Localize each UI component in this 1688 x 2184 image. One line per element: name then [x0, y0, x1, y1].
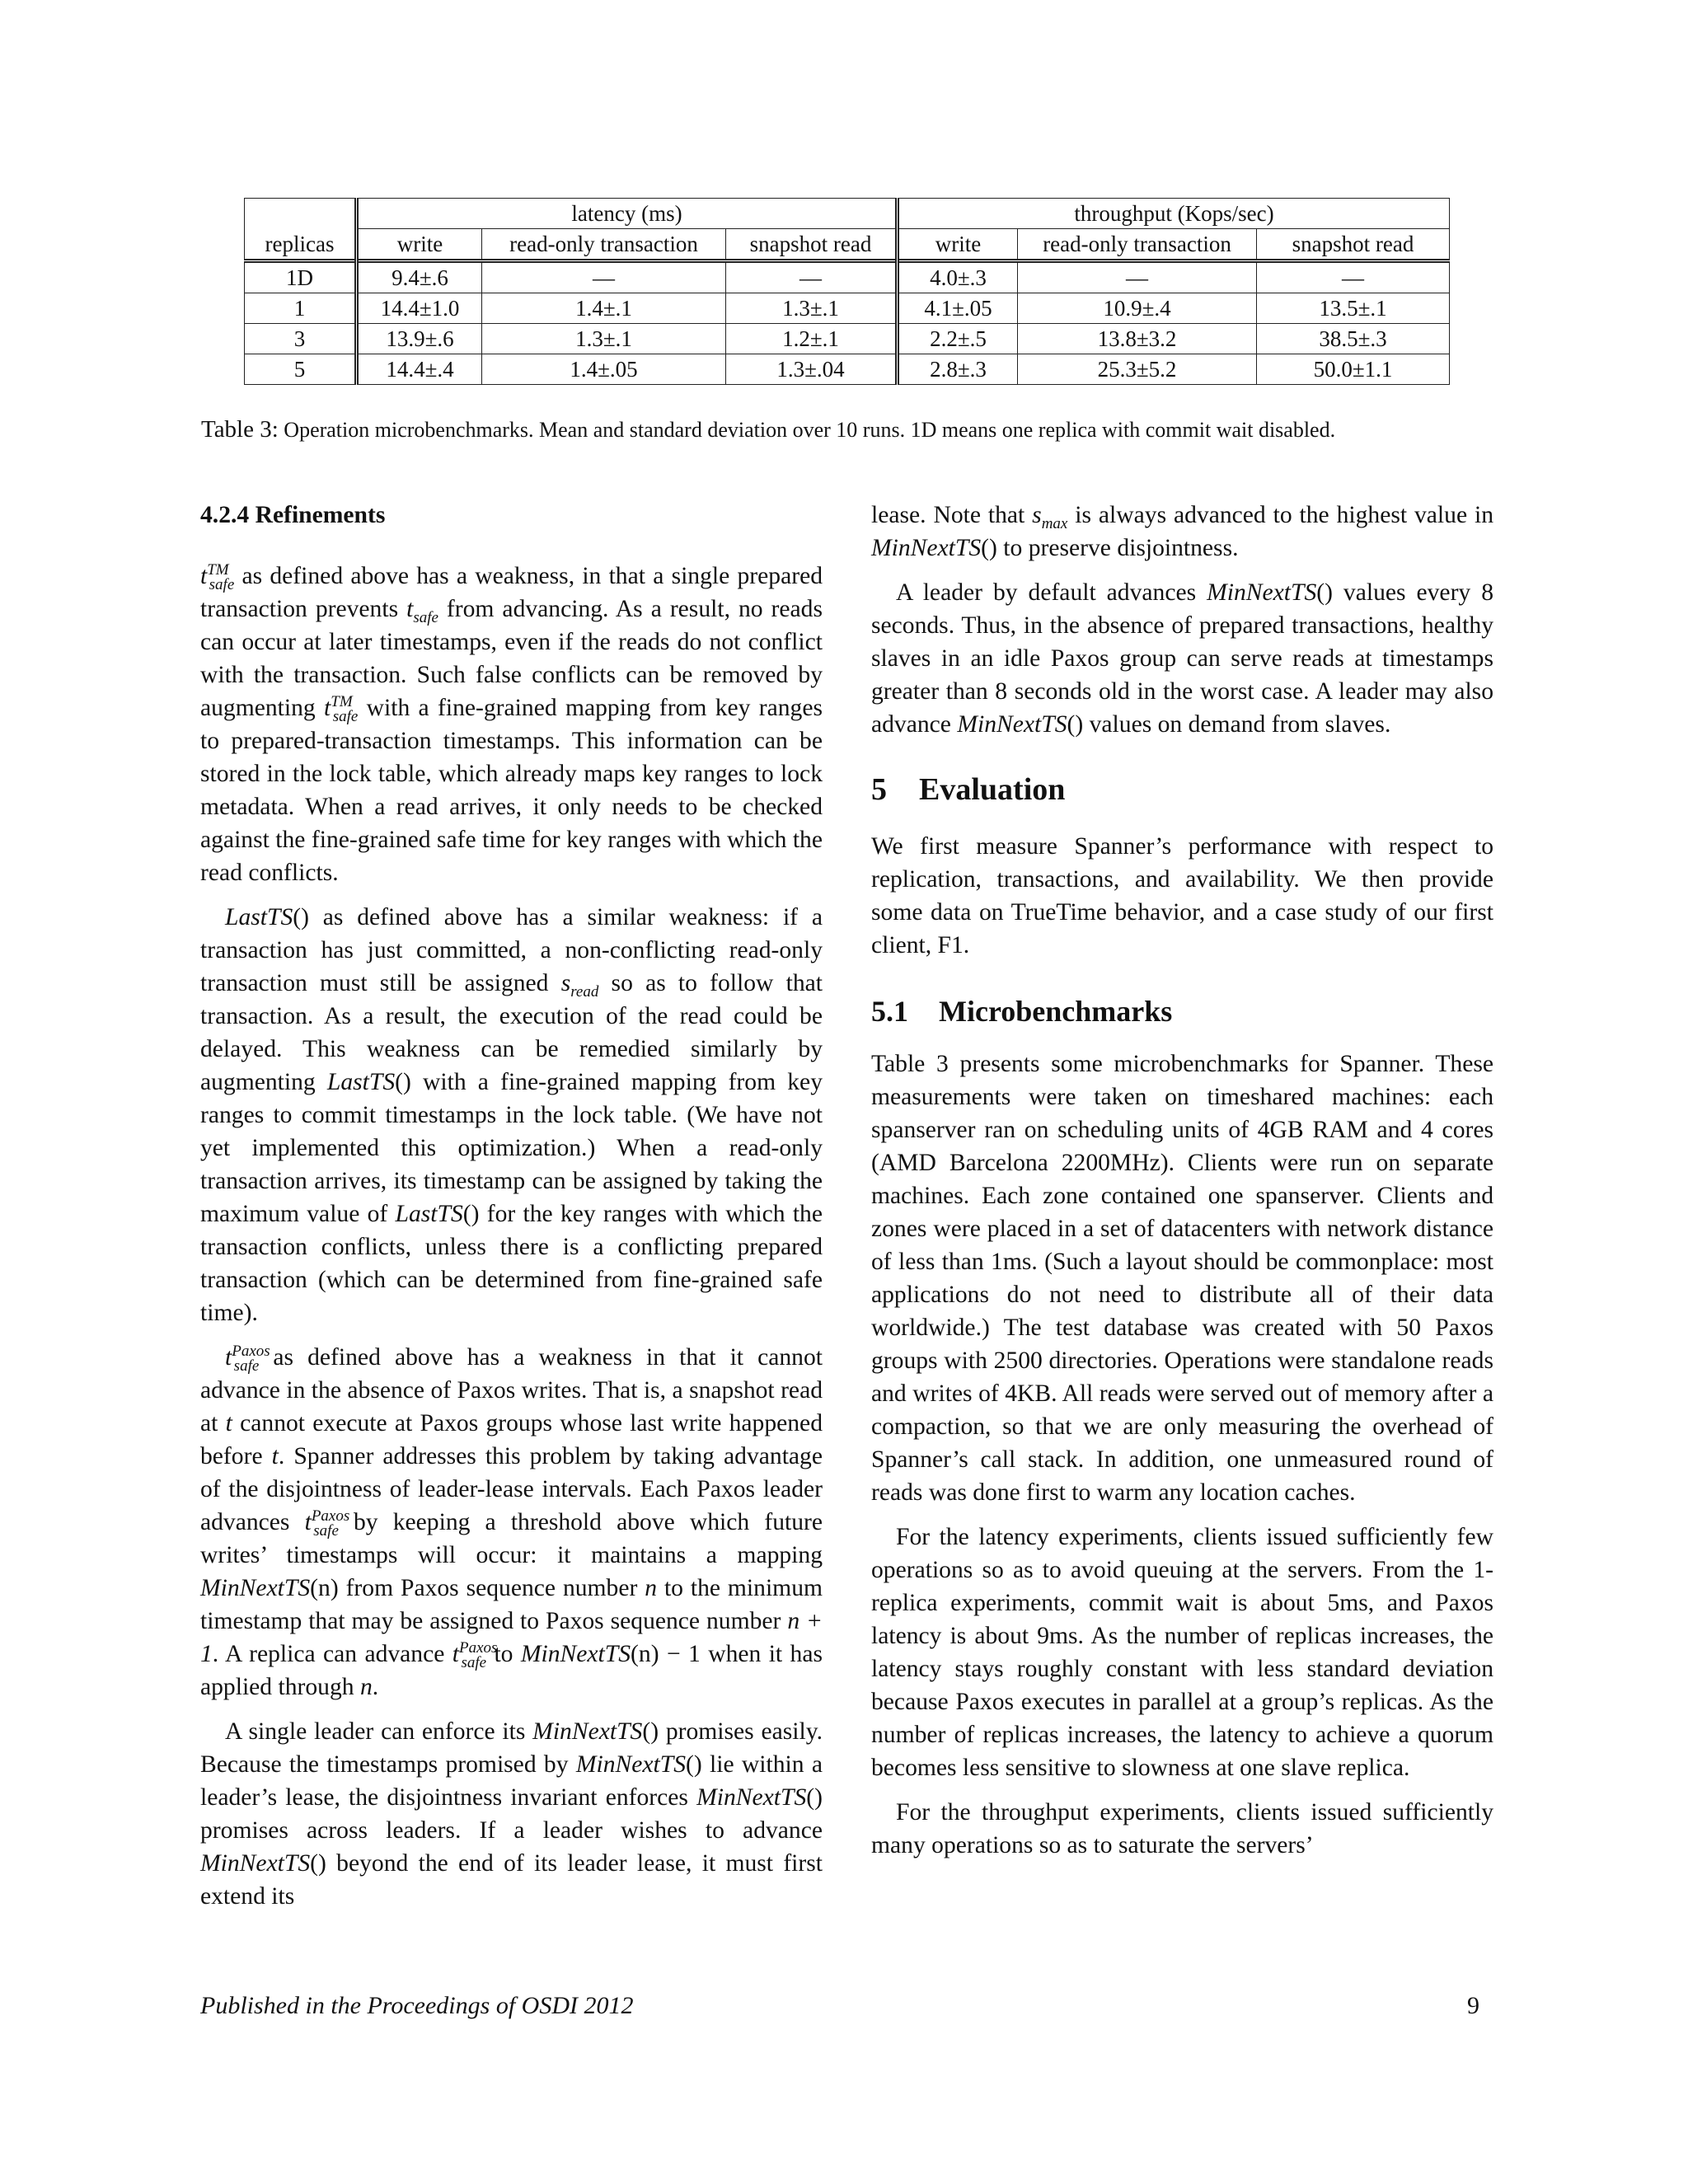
footer-publication: Published in the Proceedings of OSDI 2012 — [200, 1992, 634, 2019]
table-cell: 1.3±.04 — [726, 354, 898, 385]
paragraph-lease: lease. Note that $s_{max}$ is always advanced to the highest value in MinNextTS() to preserve disjointness. — [871, 502, 1494, 561]
table-corner — [245, 199, 357, 229]
table-cell: — — [1257, 261, 1450, 293]
table-cell: 13.9±.6 — [357, 324, 482, 354]
table-cell: — — [482, 261, 726, 293]
table-cell: 1.4±.05 — [482, 354, 726, 385]
table-cell: 14.4±1.0 — [357, 293, 482, 324]
table-cell: 1D — [245, 261, 357, 293]
table-3 — [244, 198, 1449, 385]
table-cell: 1 — [245, 293, 357, 324]
table-cell: — — [726, 261, 898, 293]
paragraph-lastts: LastTS() as defined above has a similar weakness: if a transaction has just committed, a non-conflicting read-only transaction must still be assigned $s_{read}$ so as to follow that transaction. As a result, the execution of the read could be delayed. This weakness can be remedied similarly by augmenting LastTS() with a fine-grained mapping from key ranges to commit timestamps in the lock table. (We have not yet implemented this optimization.) When a read-only transaction arrives, its timestamp can be assigned by taking the maximum value of LastTS() for the key ranges with which the transaction conflicts, unless there is a conflicting prepared transaction (which can be determined from fine-grained safe time). — [200, 904, 823, 1326]
table-row — [245, 354, 1450, 385]
table-cell: 4.0±.3 — [898, 261, 1018, 293]
paragraph-leader-default: A leader by default advances MinNextTS() values every 8 seconds. Thus, in the absence of prepared transactions, healthy slaves in an idle Paxos group can serve reads at timestamps greater than 8 seconds old in the worst case. A leader may also advance MinNextTS() values on demand from slaves. — [871, 579, 1493, 738]
latency-group-header: latency (ms) — [357, 199, 898, 229]
caption-label: Table 3: — [201, 416, 279, 443]
paragraph-evaluation-intro: We first measure Spanner’s performance with respect to replication, transactions, and availability. We then provide some data on TrueTime behavior, and a case study of our first client, F1. — [871, 833, 1493, 958]
col-tput-snapshot: snapshot read — [1257, 229, 1450, 261]
col-replicas: replicas — [245, 229, 357, 261]
paragraph-latency-experiments: For the latency experiments, clients issued sufficiently few operations so as to avoid queuing at the servers. From the 1-replica experiments, commit wait is about 5ms, and Paxos latency is about 9ms. As the number of replicas increases, the latency stays roughly constant with less standard deviation because Paxos executes in parallel at a group’s replicas. As the number of replicas increases, the latency to achieve a quorum becomes less sensitive to slowness at one slave replica. — [871, 1524, 1493, 1781]
microbenchmark-table — [244, 198, 1450, 385]
left-column — [200, 499, 823, 1924]
paragraph-single-leader: A single leader can enforce its MinNextTS() promises easily. Because the timestamps promised by MinNextTS() lie within a leader’s lease, the disjointness invariant enforces MinNextTS() promises across leaders. If a leader wishes to advance MinNextTS() beyond the end of its leader lease, it must first extend its — [200, 1718, 823, 1910]
paragraph-throughput-experiments: For the throughput experiments, clients issued sufficiently many operations so as to saturate the servers’ — [871, 1799, 1493, 1858]
paragraph-tsafe-tm: $t™_{safe}$ as defined above has a weakness, in that a single prepared transaction prevents $t_{safe}$ from advancing. As a result, no reads can occur at later timestamps, even if the reads do not conflict with the transaction. Such false conflicts can be removed by augmenting $t™_{safe}$ with a fine-grained mapping from key ranges to prepared-transaction timestamps. This information can be stored in the lock table, which already maps key ranges to lock metadata. When a read arrives, it only needs to be checked against the fine-grained safe time for key ranges with which the read conflicts. — [200, 561, 823, 886]
col-tput-write: write — [898, 229, 1018, 261]
table-cell: — — [1018, 261, 1257, 293]
paragraph-microbench-setup: Table 3 presents some microbenchmarks for Spanner. These measurements were taken on timeshared machines: each spanserver ran on scheduling units of 4GB RAM and 4 cores (AMD Barcelona 2200MHz). Clients were run on separate machines. Each zone contained one spanserver. Clients and zones were placed in a set of datacenters with network distance of less than 1ms. (Such a layout should be commonplace: most applications do not need to distribute all of their data worldwide.) The test database was created with 50 Paxos groups with 2500 directories. Operations were standalone reads and writes of 4KB. All reads were served out of memory after a compaction, so that we are only measuring the overhead of Spanner’s call stack. In addition, one unmeasured round of reads was done first to warm any location caches. — [871, 1051, 1493, 1506]
paragraph-tsafe-paxos: $t^{Paxos}_{safe}$ as defined above has a weakness in that it cannot advance in the absence of Paxos writes. That is, a snapshot read at t cannot execute at Paxos groups whose last write happened before t. Spanner addresses this problem by taking advantage of the disjointness of leader-lease intervals. Each Paxos leader advances $t^{Paxos}_{safe}$ by keeping a threshold above which future writes’ timestamps will occur: it maintains a mapping MinNextTS(n) from Paxos sequence number n to the minimum timestamp that may be assigned to Paxos sequence number n + 1. A replica can advance $t^{Paxos}_{safe}$ to MinNextTS(n) − 1 when it has applied through n. — [200, 1343, 823, 1700]
table-cell: 3 — [245, 324, 357, 354]
table-cell: 2.8±.3 — [898, 354, 1018, 385]
table-cell: 14.4±.4 — [357, 354, 482, 385]
table-column-header — [245, 229, 1450, 261]
page-number: 9 — [1467, 1992, 1479, 2019]
section-heading-evaluation: 5 Evaluation — [871, 772, 1066, 807]
caption-text: Operation microbenchmarks. Mean and standard deviation over 10 runs. 1D means one replica with commit wait disabled. — [284, 418, 1336, 442]
throughput-group-header: throughput (Kops/sec) — [898, 199, 1450, 229]
table-group-header — [245, 199, 1450, 229]
table-cell: 9.4±.6 — [357, 261, 482, 293]
section-heading-microbenchmarks: 5.1 Microbenchmarks — [871, 995, 1173, 1028]
col-latency-ro: read-only transaction — [482, 229, 726, 261]
table-row — [245, 324, 1450, 354]
table-cell: 1.2±.1 — [726, 324, 898, 354]
table-cell: 13.8±3.2 — [1018, 324, 1257, 354]
table-cell: 50.0±1.1 — [1257, 354, 1450, 385]
table-cell: 5 — [245, 354, 357, 385]
table-cell: 25.3±5.2 — [1018, 354, 1257, 385]
table-cell: 38.5±.3 — [1257, 324, 1450, 354]
table-cell: 4.1±.05 — [898, 293, 1018, 324]
table-row — [245, 293, 1450, 324]
table-cell: 1.3±.1 — [482, 324, 726, 354]
table-cell: 13.5±.1 — [1257, 293, 1450, 324]
table-cell: 2.2±.5 — [898, 324, 1018, 354]
col-latency-write: write — [357, 229, 482, 261]
table-cell: 1.3±.1 — [726, 293, 898, 324]
table-row — [245, 261, 1450, 293]
subsection-heading: 4.2.4 Refinements — [200, 502, 386, 528]
table-cell: 10.9±.4 — [1018, 293, 1257, 324]
table-cell: 1.4±.1 — [482, 293, 726, 324]
table-caption — [201, 416, 1495, 443]
col-latency-snapshot: snapshot read — [726, 229, 898, 261]
col-tput-ro: read-only transaction — [1018, 229, 1257, 261]
right-column — [871, 499, 1493, 1873]
